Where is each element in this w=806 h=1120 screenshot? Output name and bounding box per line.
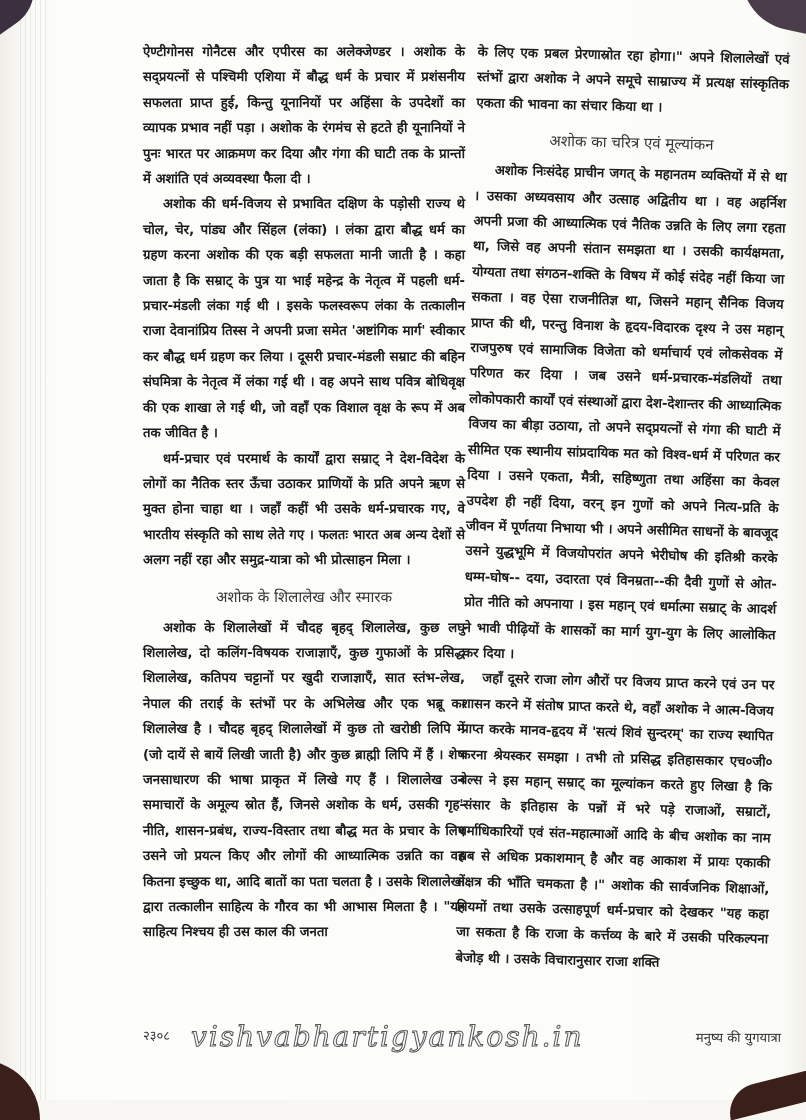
paragraph: के लिए एक प्रबल प्रेरणास्रोत रहा होगा।" अपने शिलालेखों एवं स्तंभों द्वारा अशोक ने अपने समूचे साम्राज्य में प्रत्यक्ष सांस्कृतिक एकता की भावना का संचार किया था । [476,44,790,116]
left-column [143,40,465,946]
page-number: २३०८ [143,1029,171,1044]
right-column [455,40,790,979]
paragraph: अशोक की धर्म-विजय से प्रभावित दक्षिण के पड़ोसी राज्य थे चोल, चेर, पांड्य और सिंहल (लंका) । लंका द्वारा बौद्ध धर्म का ग्रहण करना अशोक की एक बड़ी सफलता मानी जाती है । कहा जाता है कि सम्राट् के पुत्र या भाई महेन्द्र के नेतृत्व में पहली धर्म-प्रचार-मंडली लंका गई थी । इसके फलस्वरूप लंका के तत्कालीन राजा देवानांप्रिय तिस्स ने अपनी प्रजा समेत 'अष्टांगिक मार्ग' स्वीकार कर बौद्ध धर्म ग्रहण कर लिया । दूसरी प्रचार-मंडली सम्राट की बहिन संघमित्रा के नेतृत्व में लंका गई थी । वह अपने साथ पवित्र बोधिवृक्ष की एक शाखा ले गई थी, जो वहाँ एक विशाल वृक्ष के रूप में अब तक जीवित है । [143,197,465,442]
book-cover-corner [731,0,806,41]
paragraph: ऐण्टीगोनस गोनैटस और एपीरस का अलेक्जेण्डर । अशोक के सद्प्रयत्नों से पश्चिमी एशिया में बौद्ध धर्म के प्रचार में प्रशंसनीय सफलता प्राप्त हुई, किन्तु यूनानियों पर अहिंसा के उपदेशों का व्यापक प्रभाव नहीं पड़ा । अशोक के रंगमंच से हटते ही यूनानियों ने पुनः भारत पर आक्रमण कर दिया और गंगा की घाटी तक के प्रान्तों में अशांति एवं अव्यवस्था फैला दी । [143,45,465,188]
running-title: मनुष्य की युगयात्रा [695,1031,781,1046]
paragraph: जहाँ दूसरे राजा लोग औरों पर विजय प्राप्त करने एवं उन पर शासन करने में संतोष प्राप्त करते थे, वहाँ अशोक ने आत्म-विजय प्राप्त करके मानव-हृदय में 'सत्यं शिवं सुन्दरम्' का राज्य स्थापित करना श्रेयस्कर समझा । तभी तो प्रसिद्ध इतिहासकार एच०जी० वेल्स ने इस महान् सम्राट् का मूल्यांकन करते हुए लिखा है कि 'संसार के इतिहास के पन्नों में भरे पड़े राजाओं, सम्राटों, धर्माधिकारियों एवं संत-महात्माओं आदि के बीच अशोक का नाम सब से अधिक प्रकाशमान् है और वह आकाश में प्रायः एकाकी नक्षत्र की भाँति चमकता है ।" अशोक की सार्वजनिक शिक्षाओं, नियमों तथा उसके उत्साहपूर्ण धर्म-प्रचार को देखकर "यह कहा जा सकता है कि राजा के कर्त्तव्य के बारे में उसकी परिकल्पना बेजोड़ थी । उसके विचारानुसार राजा शक्ति [455,671,775,971]
watermark-text: vishvabhartigyankosh.in [191,1020,584,1053]
page-footer [143,1020,793,1056]
page-binding-edge [20,0,46,1100]
paragraph: अशोक निःसंदेह प्राचीन जगत् के महानतम व्यक्तियों में से था । उसका अध्यवसाय और उत्साह अद्वितीय था । वह अहर्निश अपनी प्रजा की आध्यात्मिक एवं नैतिक उन्नति के लिए लगा रहता था, जिसे वह अपनी संतान समझता था । उसकी कार्यक्षमता, योग्यता तथा संगठन-शक्ति के विषय में कोई संदेह नहीं किया जा सकता । वह ऐसा राजनीतिज्ञ था, जिसने महान् सैनिक विजय प्राप्त की थी, परन्तु विनाश के हृदय-विदारक दृश्य ने उस महान् राजपुरुष एवं सामाजिक विजेता को धर्माचार्य एवं लोकसेवक में परिणत कर दिया । जब उसने धर्म-प्रचारक-मंडलियों तथा लोकोपकारी कार्यों एवं संस्थाओं द्वारा देश-देशान्तर की आध्यात्मिक विजय का बीड़ा उठाया, तो अपने सद्प्रयत्नों से गंगा की घाटी में सीमित एक स्थानीय सांप्रदायिक मत को विश्व-धर्म में परिणत कर दिया । उसने एकता, मैत्री, सहिष्णुता तथा अहिंसा का केवल उपदेश ही नहीं दिया, वरन् इन गुणों को अपने नित्य-प्रति के जीवन में पूर्णतया निभाया भी । अपने असीमित साधनों के बावजूद उसने युद्धभूमि में विजयोपरांत अपने भेरीघोष की इतिश्री करके धम्म-घोष-- दया, उदारता एवं विनम्रता--की दैवी गुणों से ओत-प्रोत नीति को अपनाया । इस महान् एवं धर्मात्मा सम्राट् के आदर्श ने भावी पीढ़ियों के शासकों का मार्ग युग-युग के लिए आलोकित कर दिया । [462,163,787,663]
section-heading: अशोक के शिलालेख और स्मारक [215,587,393,606]
section-heading: अशोक का चरित्र एवं मूल्यांकन [549,131,714,155]
paragraph: अशोक के शिलालेखों में चौदह बृहद् शिलालेख, कुछ लघु शिलालेख, दो कलिंग-विषयक राजाज्ञाएँ, कुछ गुफाओं के प्रसिद्ध शिलालेख, कतिपय चट्टानों पर खुदी राजाज्ञाएँ, सात स्तंभ-लेख, नेपाल की तराई के स्तंभों पर के अभिलेख और एक भब्रू का शिलालेख है । चौदह बृहद् शिलालेखों में कुछ तो खरोष्ठी लिपि में (जो दायें से बायें लिखी जाती है) और कुछ ब्राह्मी लिपि में हैं । शेष जनसाधारण की भाषा प्राकृत में लिखे गए हैं । शिलालेख उन समाचारों के अमूल्य स्रोत हैं, जिनसे अशोक के धर्म, उसकी गृह-नीति, शासन-प्रबंध, राज्य-विस्तार तथा बौद्ध मत के प्रचार के लिए उसने जो प्रयत्न किए और लोगों की आध्यात्मिक उन्नति का वह कितना इच्छुक था, आदि बातों का पता चलता है । उसके शिलालेखों द्वारा तत्कालीन साहित्य के गौरव का भी आभास मिलता है । "यह साहित्य निश्चय ही उस काल की जनता [143,620,465,941]
book-cover-corner [724,1070,806,1120]
paragraph: धर्म-प्रचार एवं परमार्थ के कार्यों द्वारा सम्राट् ने देश-विदेश के लोगों का नैतिक स्तर ऊँचा उठाकर प्राणियों के प्रति अपने ऋण से मुक्त होना चाहा था । जहाँ कहीं भी उसके धर्म-प्रचारक गए, वे भारतीय संस्कृति को साथ लेते गए । फलतः भारत अब अन्य देशों से अलग नहीं रहा और समुद्र-यात्रा को भी प्रोत्साहन मिला । [143,451,465,569]
